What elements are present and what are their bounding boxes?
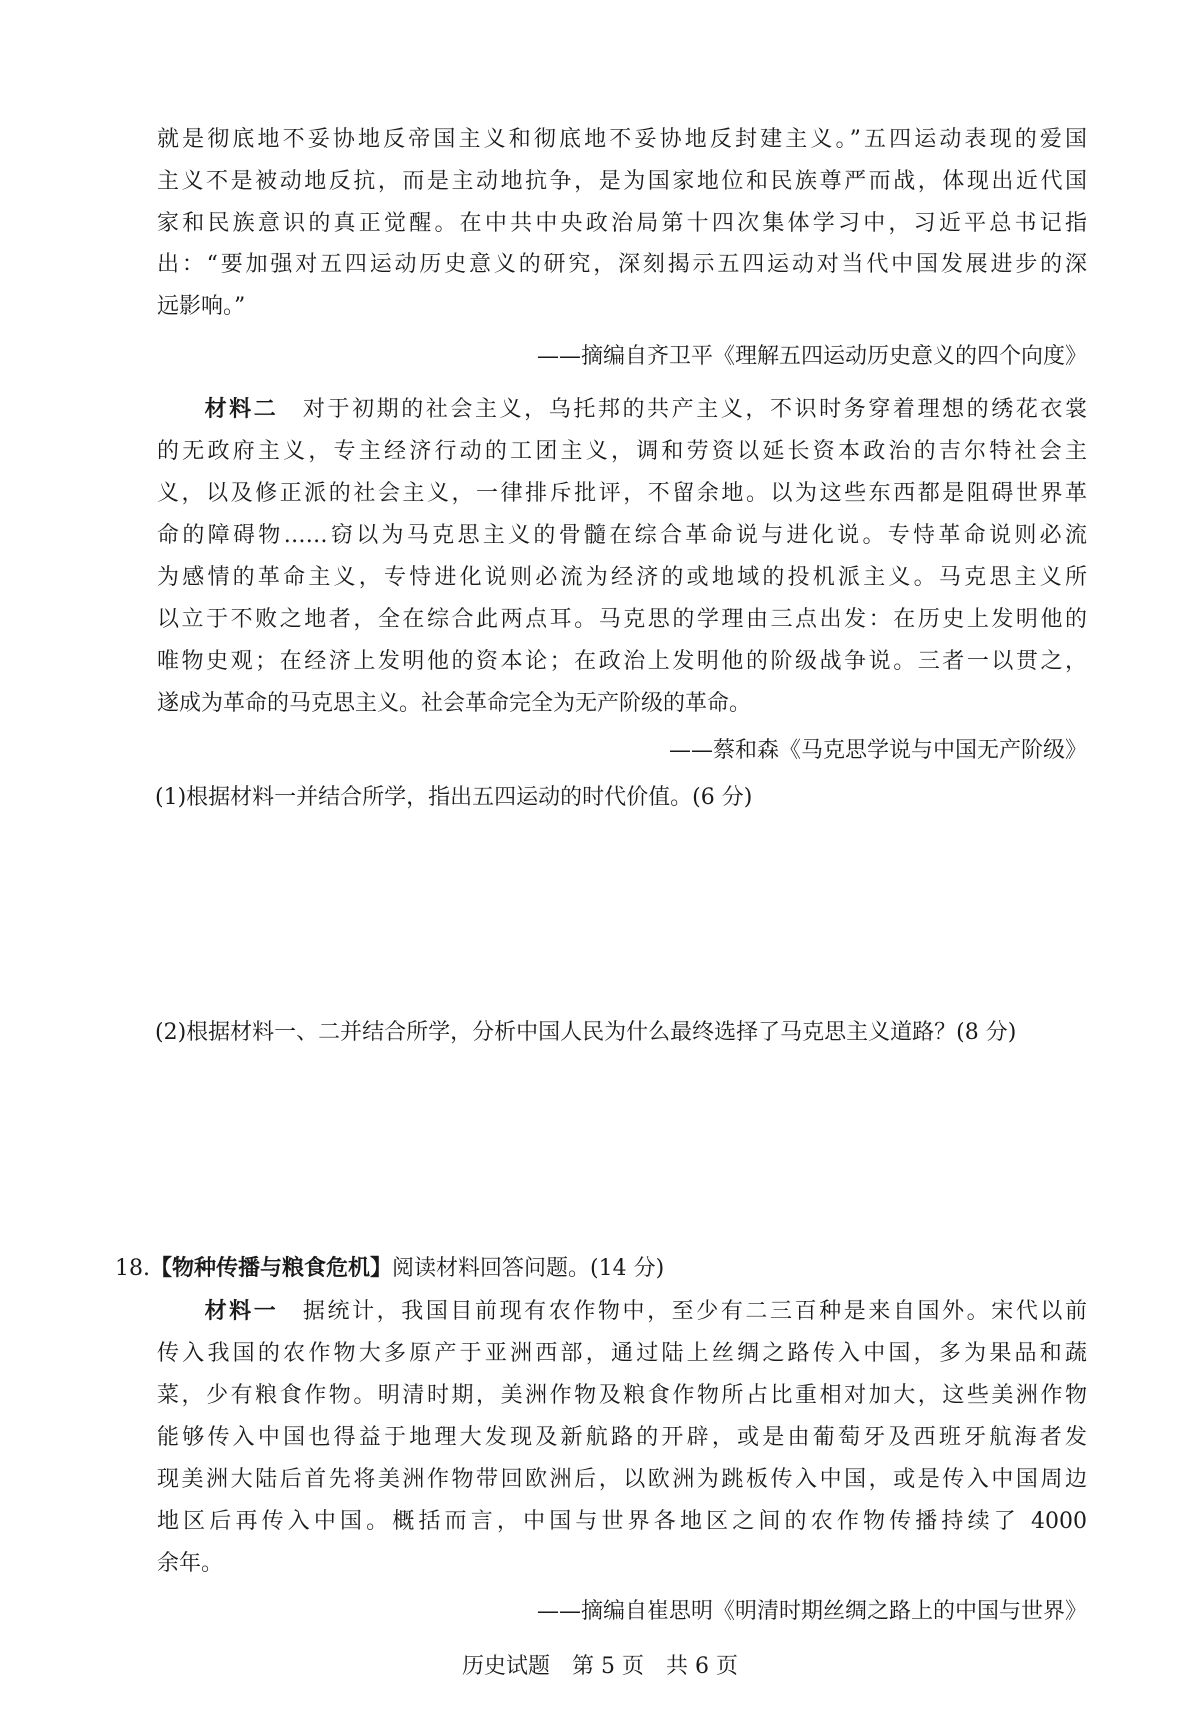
question-2: (2)根据材料一、二并结合所学，分析中国人民为什么最终选择了马克思主义道路？(8 分) — [155, 1020, 1017, 1045]
question-18-instruction: 阅读材料回答问题。(14 分) — [392, 1256, 665, 1281]
material1-line: 出：“要加强对五四运动历史意义的研究，深刻揭示五四运动对当代中国发展进步的深 — [157, 252, 1087, 277]
question-18-number: 18. — [115, 1256, 150, 1281]
material1-line: 就是彻底地不妥协地反帝国主义和彻底地不妥协地反封建主义。”五四运动表现的爱国 — [157, 127, 1087, 152]
material2-line: 的无政府主义，专主经济行动的工团主义，调和劳资以延长资本政治的吉尔特社会主 — [157, 439, 1087, 464]
material2-first-line — [157, 393, 1087, 427]
material2-line: 遂成为革命的马克思主义。社会革命完全为无产阶级的革命。 — [157, 691, 752, 716]
q18-material1-line: 余年。 — [157, 1551, 224, 1576]
material2-line: 义，以及修正派的社会主义，一律排斥批评，不留余地。以为这些东西都是阻碍世界革 — [157, 481, 1087, 506]
material1-line: 家和民族意识的真正觉醒。在中共中央政治局第十四次集体学习中，习近平总书记指 — [157, 211, 1087, 236]
q18-material1-line: 据统计，我国目前现有农作物中，至少有二三百种是来自国外。宋代以前 — [300, 1299, 1087, 1324]
material2-label: 材料二 — [202, 397, 279, 422]
material1-line: 远影响。” — [157, 294, 246, 319]
material2-line: 唯物史观；在经济上发明他的资本论；在政治上发明他的阶级战争说。三者一以贯之， — [157, 649, 1087, 674]
page-footer: 历史试题 第 5 页 共 6 页 — [462, 1654, 738, 1679]
q18-material1-source: ——摘编自崔思明《明清时期丝绸之路上的中国与世界》 — [536, 1599, 1087, 1624]
question-18-header — [115, 1252, 664, 1286]
material2-line: 命的障碍物……窃以为马克思主义的骨髓在综合革命说与进化说。专恃革命说则必流 — [157, 523, 1087, 548]
q18-material1-line: 地区后再传入中国。概括而言，中国与世界各地区之间的农作物传播持续了 4000 — [157, 1509, 1087, 1534]
material2-line: 为感情的革命主义，专恃进化说则必流为经济的或地域的投机派主义。马克思主义所 — [157, 565, 1087, 590]
q18-material1-label: 材料一 — [202, 1299, 279, 1324]
material2-source: ——蔡和森《马克思学说与中国无产阶级》 — [668, 738, 1087, 763]
material2-line: 对于初期的社会主义，乌托邦的共产主义，不识时务穿着理想的绣花衣裳 — [300, 397, 1087, 422]
q18-material1-line: 传入我国的农作物大多原产于亚洲西部，通过陆上丝绸之路传入中国，多为果品和蔬 — [157, 1341, 1087, 1366]
q18-material1-line: 能够传入中国也得益于地理大发现及新航路的开辟，或是由葡萄牙及西班牙航海者发 — [157, 1425, 1087, 1450]
material2-line: 以立于不败之地者，全在综合此两点耳。马克思的学理由三点出发：在历史上发明他的 — [157, 607, 1087, 632]
q18-material1-line: 现美洲大陆后首先将美洲作物带回欧洲后，以欧洲为跳板传入中国，或是传入中国周边 — [157, 1467, 1087, 1492]
material1-source: ——摘编自齐卫平《理解五四运动历史意义的四个向度》 — [536, 344, 1087, 369]
q18-material1-first-line — [157, 1295, 1087, 1329]
question-1: (1)根据材料一并结合所学，指出五四运动的时代价值。(6 分) — [155, 785, 753, 810]
material1-line: 主义不是被动地反抗，而是主动地抗争，是为国家地位和民族尊严而战，体现出近代国 — [157, 169, 1087, 194]
q18-material1-line: 菜，少有粮食作物。明清时期，美洲作物及粮食作物所占比重相对加大，这些美洲作物 — [157, 1383, 1087, 1408]
question-18-topic: 【物种传播与粮食危机】 — [150, 1256, 393, 1281]
